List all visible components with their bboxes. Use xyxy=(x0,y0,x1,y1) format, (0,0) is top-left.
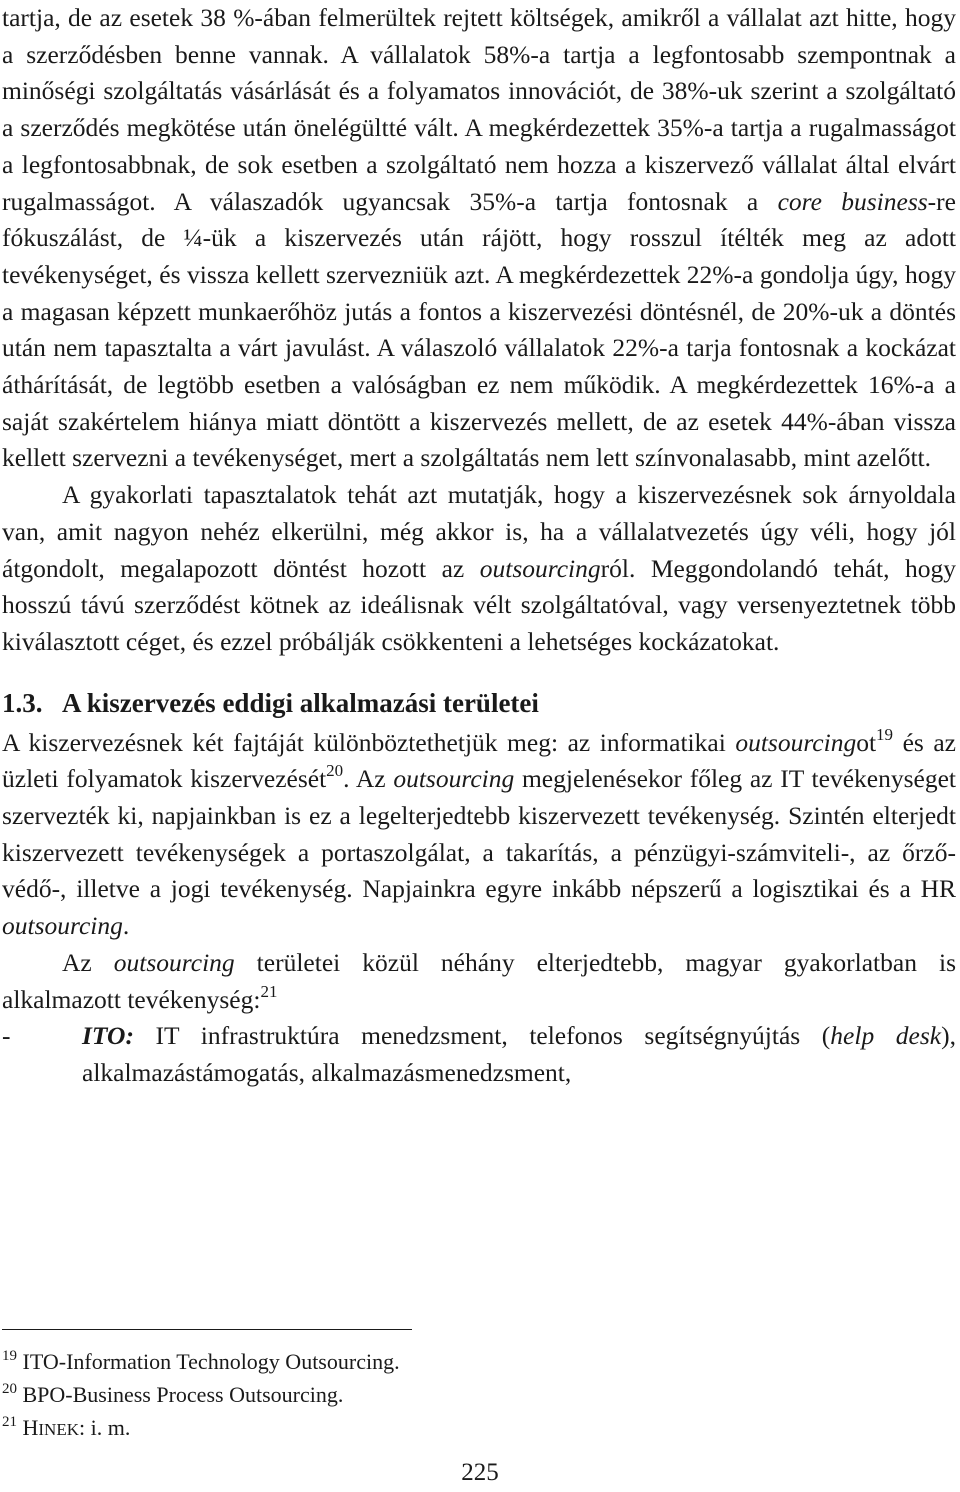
footnotes xyxy=(2,1345,400,1446)
section-title: A kiszervezés eddigi alkalmazási területei xyxy=(62,687,539,718)
bullet-item-ito xyxy=(2,1018,956,1091)
main-text xyxy=(2,0,956,1092)
footnote-ref[interactable]: 19 xyxy=(876,724,894,744)
footnote-ref[interactable]: 20 xyxy=(326,761,344,781)
author-name-smallcaps: INEK xyxy=(38,1420,79,1439)
section-number: 1.3. xyxy=(2,687,43,718)
footnote-ref[interactable]: 21 xyxy=(260,981,278,1001)
italic-term: outsourcing xyxy=(2,911,123,941)
italic-term: help desk xyxy=(830,1021,942,1051)
footnote-item: $^{19}$ ITO-Information Technology Outsourcing. xyxy=(2,1348,400,1374)
bullet-term: ITO: xyxy=(82,1021,134,1051)
paragraph-conclusion: A gyakorlati tapasztalatok tehát azt mutatják, hogy a kiszervezésnek sok árnyoldala van, amit nagyon nehéz elkerülni, még akkor is, ha a vállalatvezetés úgy véli, hogy jól átgondolt, megalapozott döntést hozott az outsourcingról. Meggondolandó tehát, hogy hosszú távú szerződést kötnek az ideálisnak vélt szolgáltatóval, vagy versenyeztetnek több kiválasztott céget, és ezzel próbálják csökkenteni a lehetséges kockázatokat. xyxy=(2,480,957,656)
paragraph-outsourcing-types: A kiszervezésnek két fajtáját különböztethetjük meg: az informatikai outsourcingot$^{19}$ és az üzleti folyamatok kiszervezését$^{20}$. Az outsourcing megjelenésekor főleg az IT tevékenységet szervezték ki, napjainkban is ez a legelterjedtebb kiszervezett tevékenység. Szintén elterjedt kiszervezett tevékenységek a portaszolgálat, a takarítás, a pénzügyi-számviteli-, az őrző-védő-, illetve a jogi tevékenység. Napjainkra egyre inkább népszerű a logisztikai és a HR outsourcing. xyxy=(2,724,956,941)
bullet-dash: - xyxy=(2,1021,11,1051)
section-heading xyxy=(2,661,956,725)
italic-term: outsourcing xyxy=(735,727,857,757)
paragraph-areas-intro: Az outsourcing területei közül néhány elterjedtebb, magyar gyakorlatban is alkalmazott tevékenység:$^{21}$ xyxy=(2,947,956,1014)
author-initial: H xyxy=(22,1415,39,1440)
bullet-text: ITO: IT infrastruktúra menedzsment, telefonos segítségnyújtás (help desk), alkalmazástámogatás, alkalmazásmenedzsment, xyxy=(82,1021,956,1087)
footnote-item: $^{20}$ BPO-Business Process Outsourcing. xyxy=(2,1381,344,1407)
footnote-item: $^{21}$ HINEK: i. m. xyxy=(2,1414,131,1440)
italic-term: core business xyxy=(777,186,928,216)
italic-term: outsourcing xyxy=(113,947,235,977)
italic-term: outsourcing xyxy=(479,553,601,583)
paragraph-survey-results: tartja, de az esetek 38 %-ában felmerültek rejtett költségek, amikről a vállalat azt hitte, hogy a szerződésben benne vannak. A vállalatok 58%-a tartja a legfontosabb szempontnak a minőségi szolgáltatás vásárlását és a folyamatos innovációt, de 38%-uk szerint a szolgáltató a szerződés megkötése után önelégültté vált. A megkérdezettek 35%-a tartja a rugalmasságot a legfontosabbnak, de sok esetben a szolgáltató nem hozza a kiszervező vállalat által elvárt rugalmasságot. A válaszadók ugyancsak 35%-a tartja fontosnak a core business-re fókuszálást, de ¼-ük a kiszervezés után rájött, hogy rosszul ítélték meg az adott tevékenységet, és vissza kellett szervezniük azt. A megkérdezettek 22%-a gondolja úgy, hogy a magasan képzett munkaerőhöz jutás a fontos a kiszervezési döntésnél, de 20%-uk a döntés után nem tapasztalta a várt javulást. A válaszoló vállalatok 22%-a tarja fontosnak a kockázat áthárítását, de legtöbb esetben a valóságban ez nem működik. A megkérdezettek 16%-a a saját szakértelem hiánya miatt döntött a kiszervezés mellett, de az esetek 44%-ában vissza kellett szervezni a tevékenységet, mert a szolgáltatás nem lett színvonalasabb, mint azelőtt. xyxy=(2,3,956,473)
footnote-divider xyxy=(2,1329,412,1330)
italic-term: outsourcing xyxy=(393,764,515,794)
page-number: 225 xyxy=(461,1459,499,1486)
